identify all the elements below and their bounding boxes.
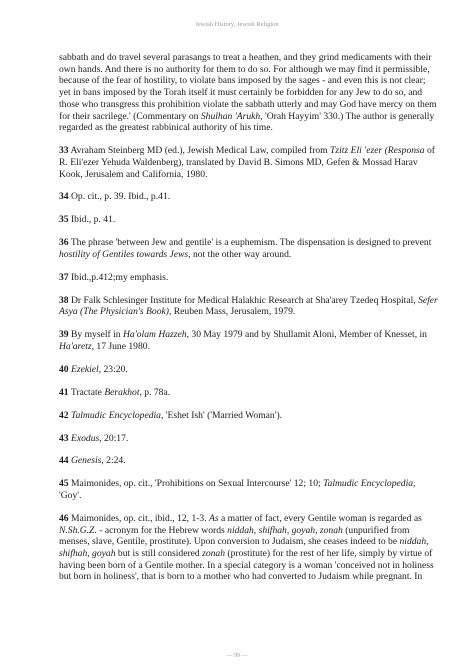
italic-text: Ezekiel, <box>71 363 102 375</box>
footnote-37 <box>59 272 439 284</box>
text: By myself in <box>68 329 123 341</box>
italic-text: N.Sh.G.Z. <box>59 524 97 536</box>
italic-text: Exodus <box>71 432 100 444</box>
italic-text: Berakhot <box>104 386 140 398</box>
text: , 30 May 1979 and by Shullamit Aloni, Member of Knesset, in <box>186 329 427 341</box>
text: not the other way around. <box>190 248 292 260</box>
italic-text: niddah, shifhah, goyah <box>59 536 429 560</box>
footnote-number: 39 <box>59 329 69 341</box>
footnote-number: 43 <box>59 432 69 444</box>
footnote-number: 34 <box>59 191 69 203</box>
footnote-number: 45 <box>59 478 69 490</box>
italic-text: niddah, shifhah, goyah, zonah <box>227 524 343 536</box>
text: sabbath and do travel several parasangs to treat a heathen, and they grind medicaments with their own hands. And there is no authority for them to do so. For although we may find it permissible, because of the fear of hostility, to violate bans imposed by the sages - and even this is not clear; yet in bans imposed by the Torah itself it must certainly be forbidden for any Jew to do so, and those who transgress this prohibition violate the sabbath utterly and may God have mercy on them for their sacrilege.' (Commentary on <box>59 52 437 122</box>
footnote-number: 37 <box>59 271 69 283</box>
footnote-44 <box>59 455 439 467</box>
footnote-number: 35 <box>59 214 69 226</box>
italic-text: Ha'aretz, <box>59 340 95 352</box>
footnote-number: 42 <box>59 409 69 421</box>
footnote-number: 40 <box>59 363 69 375</box>
text: 17 June 1980. <box>94 340 150 352</box>
text: 23:20. <box>101 363 128 375</box>
footnote-35 <box>59 214 439 226</box>
italic-text: As <box>209 512 219 524</box>
footnote-33 <box>59 145 439 180</box>
text: Ibid., p. 41. <box>68 214 116 226</box>
footnote-36 <box>59 237 439 260</box>
italic-text: Tzitz Eli 'ezer (Responsa <box>330 145 425 157</box>
text: , 'Eshet Ish' ('Married Woman'). <box>160 409 283 421</box>
italic-text: Talmudic Encyclopedia <box>71 409 161 421</box>
text: a matter of fact, every Gentile woman is regarded as <box>218 512 422 524</box>
text: Avraham Steinberg MD (ed.), Jewish Medical Law, compiled from <box>68 145 331 157</box>
footnote-39 <box>59 329 439 352</box>
footnote-42 <box>59 410 439 422</box>
text: - acronym for the Hebrew words <box>96 524 228 536</box>
text: Dr Falk Schlesinger Institute for Medical Halakhic Research at Sha'arey Tzedeq Hospital, <box>68 294 419 306</box>
text: , 'Goy'. <box>59 478 416 502</box>
text: , 'Orah Hayyim' 330.) The author is generally regarded as the greatest rabbinical authority of his time. <box>59 110 435 134</box>
footnote-38 <box>59 295 439 318</box>
text: Tractate <box>68 386 105 398</box>
italic-text: Ha'olam Hazzeh <box>122 329 187 341</box>
running-head: Jewish History, Jewish Religion <box>195 21 279 28</box>
italic-text: Talmudic Encyclopedia <box>323 478 414 490</box>
italic-text: Genesis <box>71 455 102 467</box>
text: Maimonides, op. cit., ibid., 12, 1-3. <box>68 512 210 524</box>
text: Ibid.,p.412;my emphasis. <box>68 271 169 283</box>
footnote-40 <box>59 364 439 376</box>
intro-paragraph <box>59 52 439 134</box>
text: but is still considered <box>115 548 203 560</box>
footnote-number: 44 <box>59 455 69 467</box>
footnote-number: 38 <box>59 294 69 306</box>
footnote-number: 46 <box>59 512 69 524</box>
footnote-43 <box>59 433 439 445</box>
italic-text: Shulhan 'Arukh <box>200 110 261 122</box>
text: Maimonides, op. cit., 'Prohibitions on Sexual Intercourse' 12; 10; <box>68 478 324 490</box>
italic-text: hostility of Gentiles towards Jews, <box>59 248 191 260</box>
text: (unpurified from menses, slave, Gentile, prostitute). Upon conversion to Judaism, she ceases indeed to be <box>59 524 410 548</box>
text: , 20:17. <box>99 432 129 444</box>
footnote-number: 41 <box>59 386 69 398</box>
footnote-41 <box>59 387 439 399</box>
text: The phrase 'between Jew and gentile' is a euphemism. The dispensation is designed to prevent <box>68 237 432 249</box>
text: of R. Eli'ezer Yehuda Waldenberg), translated by David B. Simons MD, Gefen & Mossad Harav Kook, Jerusalem and California, 1980. <box>59 145 435 180</box>
footnote-46 <box>59 513 439 583</box>
footnote-number: 36 <box>59 237 69 249</box>
italic-text: Sefer Asya (The Physician's Book), <box>59 294 438 318</box>
text: (prostitute) for the rest of her life, simply by virtue of having been born of a Gentile mother. In a special category is a woman 'conceived not in holiness but born in holiness', that is born to a mother who had converted to Judaism while pregnant. In <box>59 548 434 583</box>
text: Reuben Mass, Jerusalem, 1979. <box>171 306 296 318</box>
italic-text: zonah <box>202 548 226 560</box>
footnote-34 <box>59 191 439 203</box>
footnote-45 <box>59 478 439 501</box>
footnotes-body <box>59 52 439 594</box>
text: , p. 78a. <box>139 386 171 398</box>
text: Op. cit., p. 39. Ibid., p.41. <box>68 191 171 203</box>
footnote-number: 33 <box>59 145 69 157</box>
text: , 2:24. <box>101 455 126 467</box>
page-number: — 99 — <box>226 653 248 659</box>
